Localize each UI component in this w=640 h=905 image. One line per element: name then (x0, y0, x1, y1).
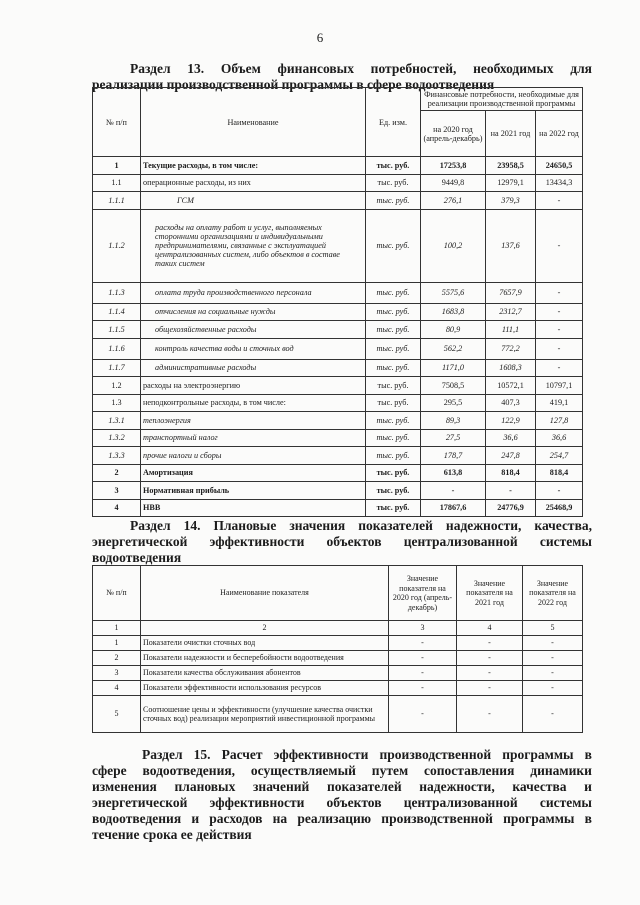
header-name: Наименование показателя (141, 566, 389, 621)
header-num: № п/п (93, 566, 141, 621)
table-row: 1.1.5 общехозяйственные расходы тыс. руб. 80,9 111,1 - (93, 321, 583, 339)
table-row: 5 Соотношение цены и эффективности (улучшение качества очистки сточных вод) реализации мероприятий инвестиционной программы - - - (93, 696, 583, 733)
section-13-title-line-2: реализации производственной программы в сфере водоотведения (92, 77, 495, 92)
table-row: 1.3.3 прочие налоги и сборы тыс. руб. 178,7 247,8 254,7 (93, 447, 583, 465)
table-row: 1.1.1 ГСМ тыс. руб. 276,1 379,3 - (93, 192, 583, 210)
indicators-table (92, 565, 583, 733)
table-row: 2 Амортизация тыс. руб. 613,8 818,4 818,4 (93, 464, 583, 482)
header-2021: на 2021 год (486, 111, 536, 157)
section-15-line-4: энергетической эффективности объектов централизованной системы (92, 795, 592, 810)
table-row: 4 Показатели эффективности использования ресурсов - - - (93, 681, 583, 696)
header-2022: на 2022 год (536, 111, 583, 157)
table-row: 1 Текущие расходы, в том числе: тыс. руб. 17253,8 23958,5 24650,5 (93, 157, 583, 175)
table-row: 3 Показатели качества обслуживания абонентов - - - (93, 666, 583, 681)
section-15-line-1: Раздел 15. Расчет эффективности производственной программы в (142, 747, 592, 762)
table-row: 1.1.2 расходы на оплату работ и услуг, выполняемых сторонними организациями и индивидуальными предпринимателями, связанные с эксплуатацией централизованных систем, либо объектов в составе таких систем тыс. руб. 100,2 137,6 - (93, 209, 583, 282)
table-row: 1.2 расходы на электроэнергию тыс. руб. 7508,5 10572,1 10797,1 (93, 377, 583, 395)
header-2020: на 2020 год (апрель-декабрь) (421, 111, 486, 157)
header-2020: Значение показателя на 2020 год (апрель-декабрь) (389, 566, 457, 621)
section-15-line-2: сфере водоотведения, осуществляемый путем сопоставления динамики (92, 763, 592, 778)
table-row: 3 Нормативная прибыль тыс. руб. - - - (93, 482, 583, 500)
column-numbers-row: 1 2 3 4 5 (93, 621, 583, 636)
section-14-title-line-1: Раздел 14. Плановые значения показателей надежности, качества, (130, 518, 592, 533)
table-row: 1.1 операционные расходы, из них тыс. руб. 9449,8 12979,1 13434,3 (93, 174, 583, 192)
table-row: 1.1.4 отчисления на социальные нужды тыс. руб. 1683,8 2312,7 - (93, 303, 583, 321)
section-14-title (92, 518, 592, 566)
header-num: № п/п (93, 88, 141, 157)
table-row: 1 Показатели очистки сточных вод - - - (93, 636, 583, 651)
section-15-line-3: изменения плановых значений показателей надежности, качества и (92, 779, 592, 794)
table-row: 1.3.2 транспортный налог тыс. руб. 27,5 36,6 36,6 (93, 429, 583, 447)
header-unit: Ед. изм. (366, 88, 421, 157)
section-14-title-line-2: энергетической эффективности объектов централизованной системы (92, 534, 592, 549)
table-row: 1.3 неподконтрольные расходы, в том числе: тыс. руб. 295,5 407,3 419,1 (93, 394, 583, 412)
section-15-line-6: течение срока ее действия (92, 827, 252, 842)
page-number: 6 (316, 30, 324, 45)
table-row: 2 Показатели надежности и бесперебойности водоотведения - - - (93, 651, 583, 666)
section-13-title-line-1: Раздел 13. Объем финансовых потребностей, необходимых для (130, 61, 592, 76)
table-row: 1.3.1 теплоэнергия тыс. руб. 89,3 122,9 127,8 (93, 412, 583, 430)
section-15-line-5: водоотведения и расходов на реализацию производственной программы в (92, 811, 592, 826)
table-row: 1.1.3 оплата труда производственного персонала тыс. руб. 5575,6 7657,9 - (93, 282, 583, 303)
financial-needs-table (92, 87, 583, 517)
table-row: 1.1.7 административные расходы тыс. руб. 1171,0 1608,3 - (93, 359, 583, 377)
table-row: 1.1.6 контроль качества воды и сточных вод тыс. руб. 562,2 772,2 - (93, 338, 583, 359)
header-2022: Значение показателя на 2022 год (523, 566, 583, 621)
header-group: Финансовые потребности, необходимые для реализации производственной программы (421, 88, 583, 111)
section-15-title (92, 747, 592, 843)
header-2021: Значение показателя на 2021 год (457, 566, 523, 621)
section-14-title-line-3: водоотведения (92, 550, 182, 565)
header-name: Наименование (141, 88, 366, 157)
table-row: 4 НВВ тыс. руб. 17867,6 24776,9 25468,9 (93, 499, 583, 517)
